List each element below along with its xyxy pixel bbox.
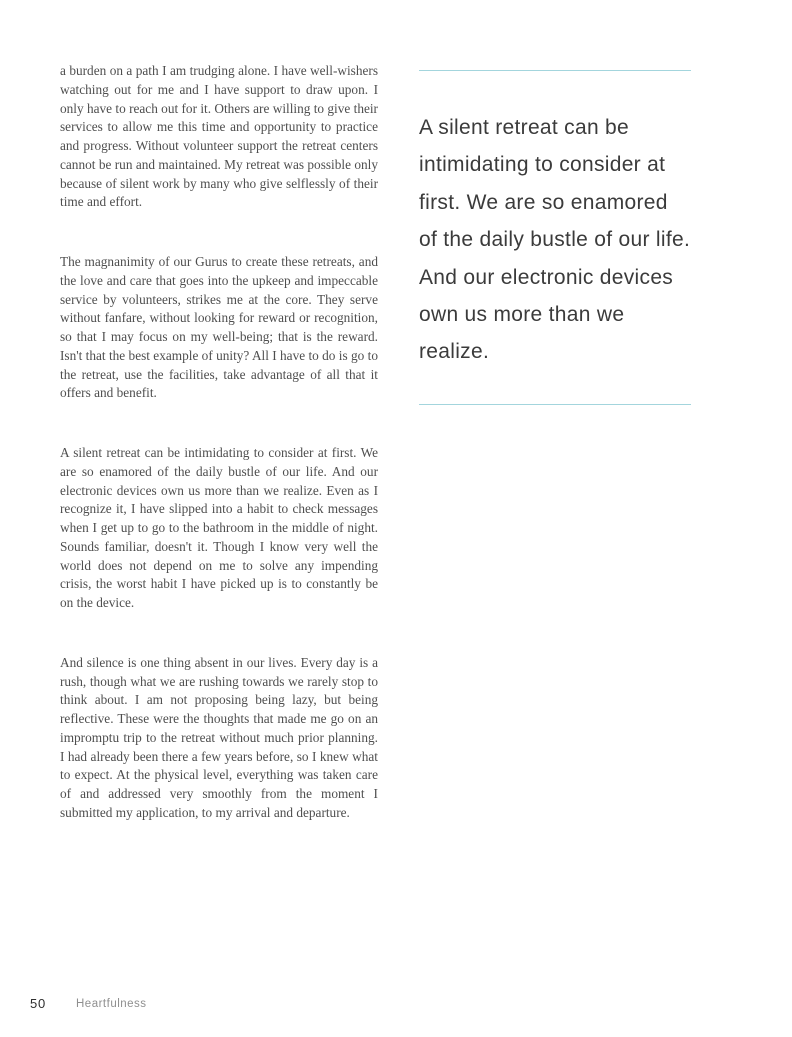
pullquote-rule-top bbox=[419, 70, 691, 71]
article-paragraph: The magnanimity of our Gurus to create these retreats, and the love and care that goes into the upkeep and impeccable service by volunteers, strikes me at the core. They serve without fanfare, without looking for reward or recognition, so that I may focus on my well-being; that is the reward. Isn't that the best example of unity? All I have to do is go to the retreat, use the facilities, take advantage of all that it offers and benefit. bbox=[60, 254, 378, 401]
pullquote-block bbox=[419, 70, 691, 405]
article-paragraph: A silent retreat can be intimidating to consider at first. We are so enamored of the daily bustle of our life. And our electronic devices own us more than we realize. Even as I recognize it, I have slipped into a habit to check messages when I get up to go to the bathroom in the middle of night. Sounds familiar, doesn't it. Though I know very well the world does not depend on me to solve any impending crisis, the worst habit I have picked up is to constantly be on the device. bbox=[60, 445, 378, 610]
article-paragraph: a burden on a path I am trudging alone. I have well-wishers watching out for me and I have support to draw upon. I only have to reach out for it. Others are willing to give their services to allow me this time and opportunity to practice and progress. Without volunteer support the retreat centers cannot be run and maintained. My retreat was possible only because of silent work by many who give selflessly of their time and effort. bbox=[60, 63, 378, 210]
footer-brand: Heartfulness bbox=[76, 998, 147, 1010]
pullquote-rule-bottom bbox=[419, 404, 691, 405]
page-number: 50 bbox=[30, 996, 47, 1011]
article-body bbox=[60, 62, 378, 823]
pullquote-text: A silent retreat can be intimidating to consider at first. We are so enamored of the daily bustle of our life. And our electronic devices own us more than we realize. bbox=[419, 116, 691, 364]
article-paragraph: And silence is one thing absent in our lives. Every day is a rush, though what we are rushing towards we rarely stop to think about. I am not proposing being lazy, but being reflective. These were the thoughts that made me go on an impromptu trip to the retreat without much prior planning. I had already been there a few years before, so I knew what to expect. At the physical level, everything was taken care of and addressed very smoothly from the moment I submitted my application, to my arrival and departure. bbox=[60, 654, 378, 820]
